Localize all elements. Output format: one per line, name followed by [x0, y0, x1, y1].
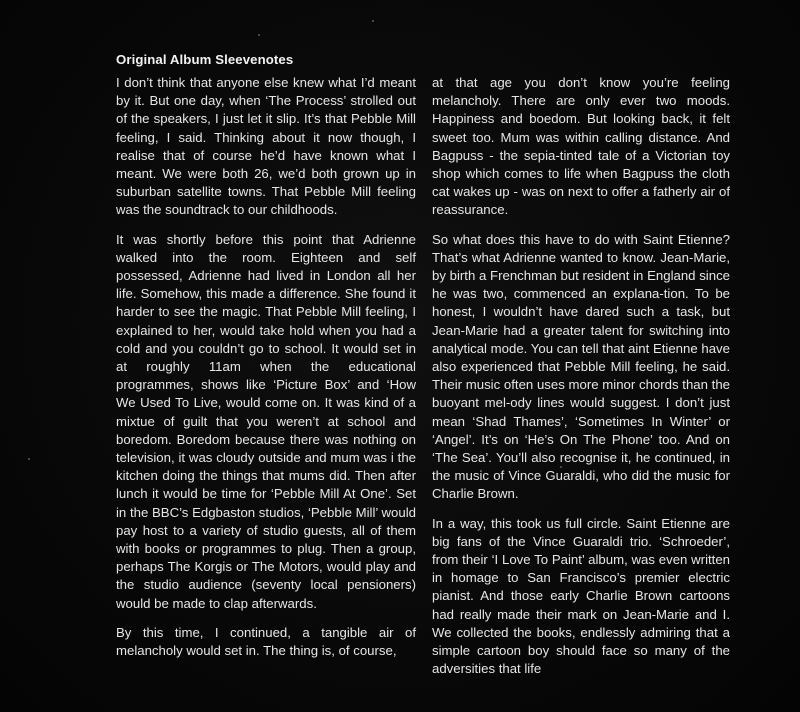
paragraph-3: By this time, I continued, a tangible air of melancholy would set in. The thing is, of course, [116, 624, 416, 659]
paragraph-6: In a way, this took us full circle. Saint Etienne are big fans of the Vince Guaraldi trio. ‘Schroeder’, from their ‘I Love To Paint’ album, was even written in homage to San Francisco’s premier electric pianist. And those early Charlie Brown cartoons had really made their mark on Jean-Marie and I. We collected the books, endlessly admiring that a simple cartoon boy should face so many of the adversities that life [432, 515, 730, 677]
paragraph-2: It was shortly before this point that Adrienne walked into the room. Eighteen and self possessed, Adrienne had lived in London all her life. Somehow, this made a difference. She found it harder to see the magic. That Pebble Mill feeling, I explained to her, would take hold when you had a cold and you couldn’t go to school. It would set in at roughly 11am when the educational programmes, shows like ‘Picture Box’ and ‘How We Used To Live, would come on. It was kind of a mixtue of guilt that you weren’t at school and boredom. Boredom because there was nothing on television, it was cloudy outside and mum was i the kitchen doing the things that mums did. Then after lunch it would be time for ‘Pebble Mill At One’. Set in the BBC’s Edgbaston studios, ‘Pebble Mill’ would pay host to a variety of studio guests, all of them with books or programmes to plug. Then a group, perhaps The Korgis or The Motors, would play and the studio audience (seventy local pensioners) would be made to clap afterwards. [116, 231, 416, 611]
paragraph-1: I don’t think that anyone else knew what I’d meant by it. But one day, when ‘The Process’ strolled out of the speakers, I just let it slip. It’s that Pebble Mill feeling, I said. Thinking about it now though, I realise that of course he’d have known what I meant. We were both 26, we’d both grown up in suburban satellite towns. That Pebble Mill feeling was the soundtrack to our childhoods. [116, 75, 416, 218]
right-column [432, 74, 730, 690]
paragraph-4: at that age you don’t know you’re feeling melancholy. There are only ever two moods. Happiness and boedom. But looking back, it felt sweet too. Mum was within calling distance. And Bagpuss - the sepia-tinted tale of a Victorian toy shop which comes to life when Bagpuss the cloth cat wakes up - was on next to offer a fatherly air of reassurance. [432, 75, 730, 218]
dust-speck [372, 20, 374, 22]
left-column [116, 74, 416, 671]
dust-speck [258, 34, 260, 36]
dust-speck [560, 466, 562, 468]
sleevenotes-heading: Original Album Sleevenotes [116, 52, 294, 67]
paragraph-5: So what does this have to do with Saint Etienne? That’s what Adrienne wanted to know. Jean-Marie, by birth a Frenchman but resident in England since he was two, commenced an explana-tion. To be honest, I wouldn’t have dared such a task, but Jean-Marie had a greater talent for switching into analytical mode. You can tell that aint Etienne have also experienced that Pebble Mill feeling, he said. Their music often uses more minor chords than the buoyant mel-ody lines would suggest. I don’t just mean ‘Shad Thames’, ‘Sometimes In Winter’ or ‘Angel’. It’s on ‘He’s On The Phone’ too. And on ‘The Sea’. You’ll also recognise it, he continued, in the music of Vince Guaraldi, who did the music for Charlie Brown. [432, 231, 730, 502]
dust-speck [28, 458, 30, 460]
